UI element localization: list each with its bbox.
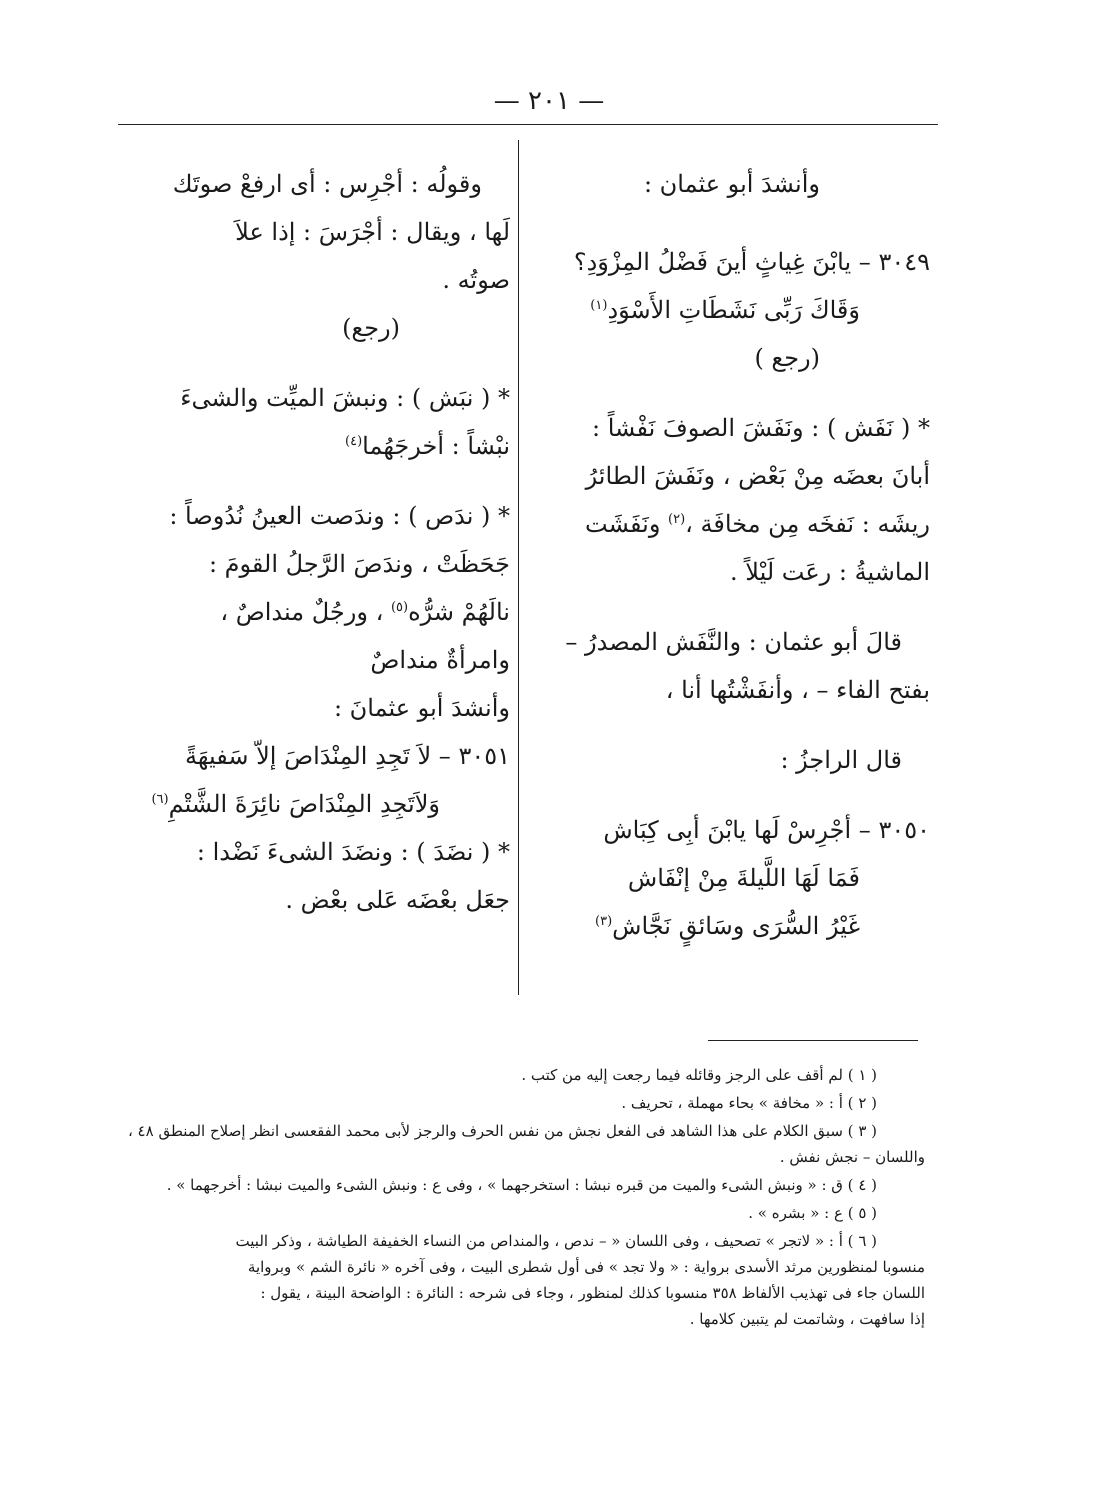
line-text: لَها ، ويقال : أجْرَسَ : إذا علاَ bbox=[235, 218, 510, 246]
line-text-tail: ونَفَشَت bbox=[585, 510, 669, 538]
footnote bbox=[105, 1062, 925, 1088]
line-text: نالَهُمْ شرُّه bbox=[408, 598, 510, 626]
line-text: قالَ أبو عثمان : والنَّفَش المصدرُ – bbox=[565, 628, 902, 656]
footnote-rule bbox=[708, 1040, 918, 1041]
footnote-line: ( ٤ ) ق : « ونبش الشىء والميت من قبره نبشا : استخرجهما » ، وفى ع : ونبش الشىء والميت نبشا : أخرجهما » . bbox=[166, 1176, 877, 1194]
footnote-line: ( ٢ ) أ : « مخافة » بحاء مهملة ، تحريف . bbox=[621, 1094, 877, 1112]
page-number: — ٢٠١ — bbox=[493, 86, 605, 116]
text-line bbox=[545, 806, 930, 854]
spacer bbox=[545, 714, 930, 736]
text-line bbox=[125, 256, 510, 304]
text-line bbox=[125, 636, 510, 684]
line-text: فَمَا لَهَا اللَّيلةَ مِنْ إنْفَاش bbox=[627, 864, 860, 892]
line-text: جَحَظَتْ ، وندَصَ الرَّجلُ القومَ : bbox=[208, 550, 510, 578]
footnote bbox=[105, 1172, 925, 1198]
text-line bbox=[545, 618, 930, 666]
spacer bbox=[125, 352, 510, 374]
text-line bbox=[545, 854, 930, 902]
line-text: نبْشاً : أخرجَهُما bbox=[362, 432, 510, 460]
line-text: أبانَ بعضَه مِنْ بَعْض ، ونَفَشَ الطائرُ bbox=[585, 462, 930, 490]
footnote-line: ( ١ ) لم أقف على الرجز وقائله فيما رجعت إليه من كتب . bbox=[521, 1066, 877, 1084]
line-text: وقولُه : أجْرِس : أى ارفعْ صوتَك bbox=[172, 170, 482, 198]
text-line bbox=[125, 492, 510, 540]
spacer bbox=[545, 596, 930, 618]
line-text: ٣٠٥١ – لاَ تَجِدِ المِنْدَاصَ إلاّ سَفيهَةً bbox=[185, 742, 510, 770]
line-text: وَقَاكَ رَبِّى نَشَطَاتِ الأَسْوَدِ bbox=[607, 296, 860, 324]
right-column bbox=[545, 160, 930, 950]
line-text: (رجع ) bbox=[754, 344, 820, 372]
text-line bbox=[125, 684, 510, 732]
text-line bbox=[545, 902, 930, 950]
spacer bbox=[125, 470, 510, 492]
left-column bbox=[125, 160, 510, 924]
text-line bbox=[125, 374, 510, 422]
line-text: الماشيةُ : رعَت لَيْلاً . bbox=[730, 558, 930, 586]
line-text: وأنشدَ أبو عثمانَ : bbox=[333, 694, 510, 722]
text-line bbox=[125, 732, 510, 780]
footnote-marker: (٥) bbox=[390, 600, 409, 615]
text-line bbox=[125, 208, 510, 256]
footnote-line: ( ٦ ) أ : « لاتجر » تصحيف ، وفى اللسان « – ندص ، والمنداص من النساء الخفيفة الطياشة ، وذكر البيت bbox=[235, 1232, 877, 1250]
spacer bbox=[545, 382, 930, 404]
footnote-line: ( ٣ ) سبق الكلام على هذا الشاهد فى الفعل نجش من نفس الحرف والرجز لأبى محمد الفقعسى انظر إصلاح المنطق ٤٨ ، bbox=[127, 1122, 877, 1140]
spacer bbox=[545, 784, 930, 806]
footnote-line: اللسان جاء فى تهذيب الألفاظ ٣٥٨ منسوبا كذلك لمنظور ، وجاء فى شرحه : النائرة : الواضحة البينة ، يقول : bbox=[260, 1284, 925, 1302]
footnote-marker: (٦) bbox=[151, 792, 169, 807]
text-line bbox=[125, 588, 510, 636]
footnote-marker: (٣) bbox=[595, 914, 613, 929]
footnote bbox=[105, 1090, 925, 1116]
footnote bbox=[105, 1118, 925, 1170]
line-text: * ( نبَش ) : ونبشَ الميِّت والشىءَ bbox=[180, 384, 510, 412]
text-line bbox=[125, 304, 510, 352]
line-text: غَيْرُ السُّرَى وسَائقٍ نَجَّاش bbox=[612, 912, 860, 940]
text-line bbox=[545, 500, 930, 548]
footnote-marker: (١) bbox=[590, 298, 608, 313]
text-line bbox=[125, 422, 510, 470]
header-rule bbox=[118, 124, 938, 125]
text-line bbox=[545, 736, 930, 784]
text-line bbox=[545, 548, 930, 596]
spacer bbox=[545, 208, 930, 238]
footnote bbox=[105, 1228, 925, 1332]
footnote-line: واللسان – نجش نفش . bbox=[779, 1148, 925, 1166]
text-line bbox=[125, 876, 510, 924]
text-line bbox=[545, 160, 930, 208]
line-text: ريشَه : نَفخَه مِن مخافَة ، bbox=[685, 510, 930, 538]
footnote bbox=[105, 1200, 925, 1226]
line-text: ٣٠٤٩ – يابْنَ غِياثٍ أينَ فَضْلُ المِزْوَدِ؟ bbox=[573, 248, 930, 276]
text-line bbox=[545, 334, 930, 382]
text-line bbox=[545, 452, 930, 500]
line-text: ٣٠٥٠ – أجْرِسْ لَها يابْنَ أبِى كِبَاش bbox=[603, 816, 930, 844]
text-line bbox=[545, 404, 930, 452]
line-text: وَلاَتَجِدِ المِنْدَاصَ نائِرَةَ الشَّتْمِ bbox=[168, 790, 440, 818]
text-line bbox=[545, 666, 930, 714]
footnote-marker: (٤) bbox=[345, 434, 363, 449]
column-divider bbox=[518, 140, 519, 995]
line-text: * ( نَفَش ) : ونَفَشَ الصوفَ نَفْشاً : bbox=[592, 414, 930, 442]
text-line bbox=[125, 160, 510, 208]
line-text-tail: ، ورجُلٌ منداصٌ ، bbox=[220, 598, 391, 626]
line-text: بفتح الفاء – ، وأنفَشْتُها أنا ، bbox=[665, 676, 930, 704]
footnote-line: ( ٥ ) ع : « بشره » . bbox=[748, 1204, 877, 1222]
line-text: وامرأةٌ منداصٌ bbox=[370, 646, 510, 674]
line-text: صوتُه . bbox=[442, 266, 510, 294]
text-line bbox=[545, 286, 930, 334]
line-text: جعَل بعْضَه عَلى بعْض . bbox=[285, 886, 510, 914]
text-line bbox=[125, 780, 510, 828]
line-text: (رجع) bbox=[342, 314, 400, 342]
footnote-line: منسوبا لمنظورين مرثد الأسدى برواية : « ولا تجد » فى أول شطرى البيت ، وفى آخره « نائرة الشم » وبرواية bbox=[247, 1258, 925, 1276]
text-line bbox=[545, 238, 930, 286]
footnotes bbox=[105, 1062, 925, 1334]
line-text: قال الراجزُ : bbox=[780, 746, 902, 774]
footnote-line: إذا سافهت ، وشاتمت لم يتبين كلامها . bbox=[689, 1310, 925, 1328]
text-line bbox=[125, 828, 510, 876]
line-text: وأنشدَ أبو عثمان : bbox=[643, 170, 820, 198]
text-line bbox=[125, 540, 510, 588]
line-text: * ( نضَدَ ) : ونضَدَ الشىءَ نَضْدا : bbox=[196, 838, 510, 866]
footnote-marker: (٢) bbox=[668, 512, 686, 527]
line-text: * ( ندَص ) : وندَصت العينُ نُدُوصاً : bbox=[169, 502, 510, 530]
